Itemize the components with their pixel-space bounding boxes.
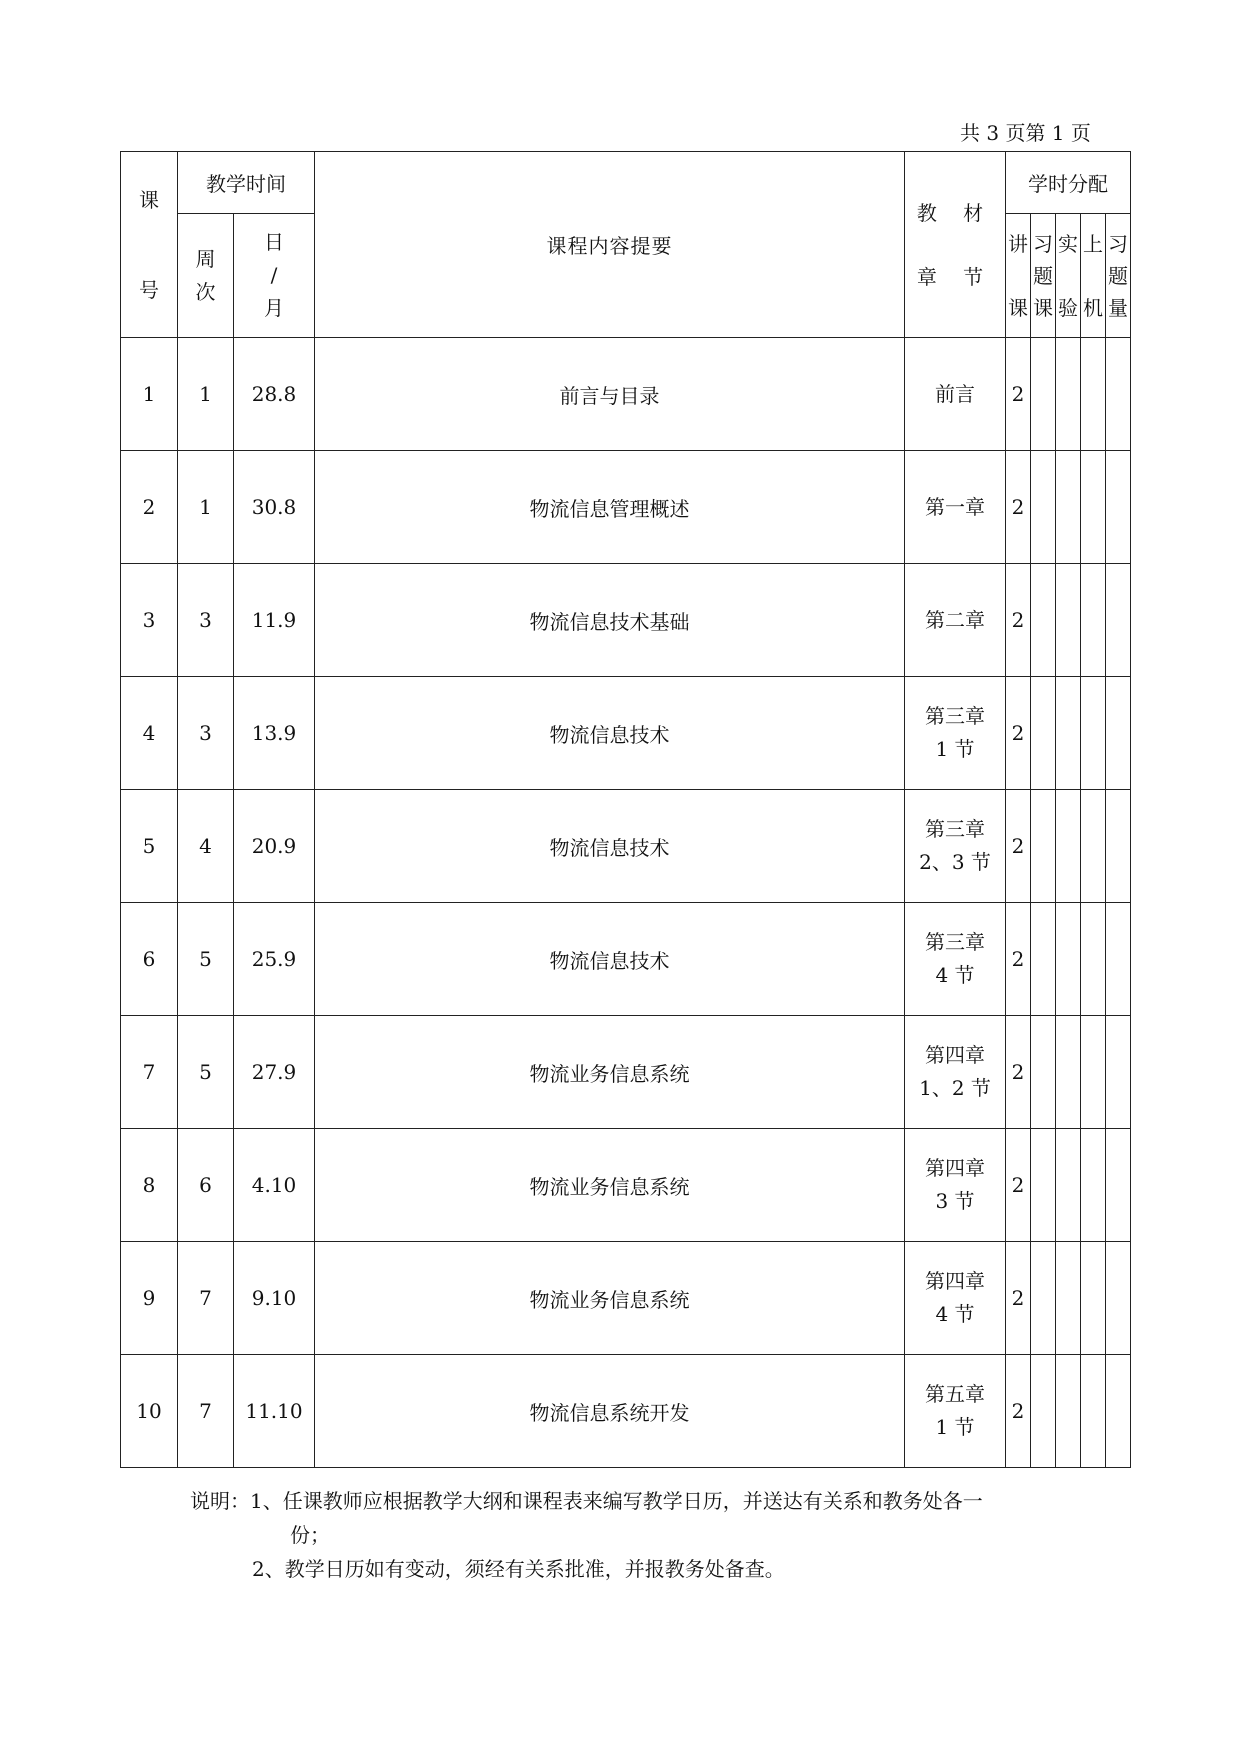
header-teaching-time: 教学时间 — [178, 152, 315, 214]
cell-experiment — [1056, 451, 1081, 564]
cell-date: 13.9 — [234, 677, 315, 790]
cell-chapter: 前言 — [905, 338, 1006, 451]
cell-computer — [1081, 1355, 1106, 1468]
cell-week: 5 — [178, 1016, 234, 1129]
cell-no: 1 — [121, 338, 178, 451]
cell-computer — [1081, 451, 1106, 564]
cell-content: 物流信息管理概述 — [315, 451, 905, 564]
cell-date: 4.10 — [234, 1129, 315, 1242]
cell-exercise-amount — [1106, 338, 1131, 451]
cell-lecture: 2 — [1006, 1355, 1031, 1468]
cell-content: 物流业务信息系统 — [315, 1242, 905, 1355]
cell-exercise-class — [1031, 903, 1056, 1016]
cell-experiment — [1056, 1129, 1081, 1242]
cell-exercise-amount — [1106, 903, 1131, 1016]
cell-date: 25.9 — [234, 903, 315, 1016]
cell-exercise-class — [1031, 338, 1056, 451]
cell-exercise-class — [1031, 677, 1056, 790]
cell-lecture: 2 — [1006, 1129, 1031, 1242]
cell-exercise-class — [1031, 1016, 1056, 1129]
cell-experiment — [1056, 903, 1081, 1016]
cell-exercise-class — [1031, 1355, 1056, 1468]
cell-week: 3 — [178, 564, 234, 677]
cell-chapter: 第三章 4 节 — [905, 903, 1006, 1016]
cell-lecture: 2 — [1006, 1242, 1031, 1355]
table-row — [121, 790, 1131, 903]
page-info: 共 3 页第 1 页 — [960, 121, 1091, 145]
header-hours-allocation: 学时分配 — [1006, 152, 1131, 214]
cell-computer — [1081, 1129, 1106, 1242]
cell-content: 物流信息技术基础 — [315, 564, 905, 677]
cell-exercise-amount — [1106, 564, 1131, 677]
cell-date: 30.8 — [234, 451, 315, 564]
header-content-title: 课程内容提要 — [315, 152, 905, 338]
cell-chapter: 第一章 — [905, 451, 1006, 564]
cell-exercise-class — [1031, 1129, 1056, 1242]
cell-experiment — [1056, 1242, 1081, 1355]
cell-chapter: 第二章 — [905, 564, 1006, 677]
table-row — [121, 1129, 1131, 1242]
cell-computer — [1081, 790, 1106, 903]
table-row — [121, 338, 1131, 451]
cell-exercise-amount — [1106, 1355, 1131, 1468]
cell-date: 11.10 — [234, 1355, 315, 1468]
cell-date: 28.8 — [234, 338, 315, 451]
cell-lecture: 2 — [1006, 564, 1031, 677]
cell-chapter: 第四章 1、2 节 — [905, 1016, 1006, 1129]
cell-computer — [1081, 903, 1106, 1016]
cell-week: 3 — [178, 677, 234, 790]
cell-week: 6 — [178, 1129, 234, 1242]
cell-exercise-amount — [1106, 1016, 1131, 1129]
notes-line-2: 份； — [290, 1523, 330, 1547]
cell-no: 5 — [121, 790, 178, 903]
cell-experiment — [1056, 790, 1081, 903]
cell-lecture: 2 — [1006, 903, 1031, 1016]
cell-exercise-class — [1031, 1242, 1056, 1355]
cell-no: 3 — [121, 564, 178, 677]
cell-lecture: 2 — [1006, 677, 1031, 790]
cell-week: 7 — [178, 1242, 234, 1355]
table-row — [121, 677, 1131, 790]
cell-date: 11.9 — [234, 564, 315, 677]
cell-experiment — [1056, 1355, 1081, 1468]
cell-experiment — [1056, 338, 1081, 451]
cell-exercise-class — [1031, 451, 1056, 564]
cell-experiment — [1056, 1016, 1081, 1129]
cell-content: 物流业务信息系统 — [315, 1129, 905, 1242]
table-row — [121, 1242, 1131, 1355]
cell-week: 4 — [178, 790, 234, 903]
cell-content: 物流信息系统开发 — [315, 1355, 905, 1468]
cell-exercise-amount — [1106, 1242, 1131, 1355]
cell-experiment — [1056, 564, 1081, 677]
cell-exercise-amount — [1106, 1129, 1131, 1242]
cell-computer — [1081, 338, 1106, 451]
header-course-no: 课 号 — [121, 152, 178, 338]
cell-exercise-class — [1031, 790, 1056, 903]
cell-chapter: 第五章 1 节 — [905, 1355, 1006, 1468]
table-row — [121, 564, 1131, 677]
cell-content: 前言与目录 — [315, 338, 905, 451]
table-row — [121, 1016, 1131, 1129]
header-date: 日 / 月 — [234, 214, 315, 338]
cell-no: 8 — [121, 1129, 178, 1242]
cell-week: 5 — [178, 903, 234, 1016]
cell-no: 2 — [121, 451, 178, 564]
header-lecture: 讲 课 — [1006, 214, 1031, 338]
cell-exercise-amount — [1106, 790, 1131, 903]
cell-date: 9.10 — [234, 1242, 315, 1355]
cell-no: 6 — [121, 903, 178, 1016]
cell-computer — [1081, 677, 1106, 790]
header-textbook: 教 材 章 节 — [905, 152, 1006, 338]
cell-exercise-class — [1031, 564, 1056, 677]
header-week: 周 次 — [178, 214, 234, 338]
cell-exercise-amount — [1106, 451, 1131, 564]
cell-lecture: 2 — [1006, 451, 1031, 564]
cell-no: 10 — [121, 1355, 178, 1468]
cell-computer — [1081, 1242, 1106, 1355]
cell-content: 物流信息技术 — [315, 903, 905, 1016]
cell-experiment — [1056, 677, 1081, 790]
notes-line-3: 2、教学日历如有变动，须经有关系批准，并报教务处备查。 — [252, 1557, 785, 1581]
cell-chapter: 第三章 2、3 节 — [905, 790, 1006, 903]
cell-date: 20.9 — [234, 790, 315, 903]
header-exercise-class: 习 题 课 — [1031, 214, 1056, 338]
cell-computer — [1081, 1016, 1106, 1129]
cell-computer — [1081, 564, 1106, 677]
cell-week: 7 — [178, 1355, 234, 1468]
teaching-calendar-table — [120, 151, 1131, 1468]
cell-no: 9 — [121, 1242, 178, 1355]
cell-content: 物流信息技术 — [315, 790, 905, 903]
notes — [190, 1484, 983, 1586]
table-row — [121, 451, 1131, 564]
header-exercise-amount: 习 题 量 — [1106, 214, 1131, 338]
cell-content: 物流业务信息系统 — [315, 1016, 905, 1129]
cell-week: 1 — [178, 338, 234, 451]
cell-week: 1 — [178, 451, 234, 564]
cell-lecture: 2 — [1006, 790, 1031, 903]
cell-lecture: 2 — [1006, 338, 1031, 451]
header-computer: 上 机 — [1081, 214, 1106, 338]
cell-date: 27.9 — [234, 1016, 315, 1129]
header-experiment: 实 验 — [1056, 214, 1081, 338]
cell-chapter: 第四章 4 节 — [905, 1242, 1006, 1355]
cell-content: 物流信息技术 — [315, 677, 905, 790]
cell-chapter: 第四章 3 节 — [905, 1129, 1006, 1242]
notes-line-1: 说明：1、任课教师应根据教学大纲和课程表来编写教学日历，并送达有关系和教务处各一 — [190, 1489, 983, 1513]
cell-exercise-amount — [1106, 677, 1131, 790]
header-row-1 — [121, 152, 1131, 214]
table-row — [121, 1355, 1131, 1468]
cell-lecture: 2 — [1006, 1016, 1031, 1129]
cell-no: 7 — [121, 1016, 178, 1129]
cell-no: 4 — [121, 677, 178, 790]
cell-chapter: 第三章 1 节 — [905, 677, 1006, 790]
table-row — [121, 903, 1131, 1016]
